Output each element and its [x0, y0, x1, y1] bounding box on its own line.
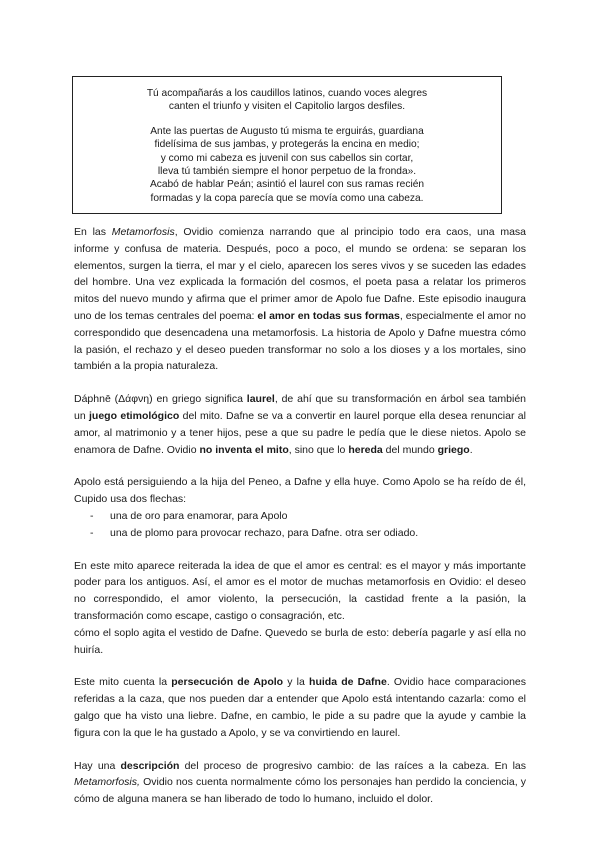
text-run: y la — [283, 676, 310, 689]
text-run: del mito. Dafne se va a convertir en laurel porque ella desea renunciar al amor, al matrimonio y a tener hijos, pese a que su padre le pedía que le diese nietos. Apolo se enamora de Dafne. Ovidio — [74, 409, 526, 456]
quote-line: formadas y la copa parecía que se movía como una cabeza. — [150, 192, 424, 204]
text-run: Dáphnē (Δάφνη) en griego significa — [74, 393, 247, 406]
text-run: Hay una — [74, 759, 121, 772]
text-run: Ovidio nos cuenta normalmente cómo los personajes han perdido la conciencia, y cómo de alguna manera se han liberado de todo lo humano, incluido el dolor. — [74, 776, 526, 806]
text-run: En este mito aparece reiterada la idea de que el amor es central: es el mayor y más importante poder para los antiguos. Así, el amor es el motor de muchas metamorfosis en Ovidio: el deseo no correspondido, el amor violento, la persecución, la castidad frente a la pasión, la transformación como escape, castigo o consagración, etc. — [74, 559, 526, 622]
text-run: , especialmente el amor no correspondido que desencadena una metamorfosis. La historia de Apolo y Dafne muestra cómo la pasión, el rechazo y el deseo pueden transformar no solo a los dioses y a los mortales, sino también a la propia naturaleza. — [74, 309, 526, 373]
text-run: , de ahí que su transformación en árbol sea también un — [74, 393, 526, 422]
text-run: . — [469, 443, 473, 456]
bold-term: no inventa el mito — [199, 443, 289, 456]
list-item — [74, 508, 526, 525]
paragraph-description — [74, 758, 526, 808]
quote-line: Acabó de hablar Peán; asintió el laurel con sus ramas recién — [149, 179, 425, 191]
quote-line: canten el triunfo y visiten el Capitolio largos desfiles. — [168, 101, 406, 113]
paragraph-cupid-arrows — [74, 474, 526, 541]
italic-title: Metamorfosis, — [74, 776, 140, 789]
bold-term: descripción — [120, 759, 180, 772]
arrows-list — [74, 508, 526, 542]
quote-box — [72, 76, 502, 214]
text-run: del mundo — [382, 443, 438, 456]
bold-term: laurel — [246, 393, 275, 406]
quote-line: lleva tú también siempre el honor perpetuo de la fronda». — [157, 166, 417, 178]
bold-term: el amor en todas sus formas — [257, 309, 400, 322]
main-text — [74, 224, 526, 808]
quote-line: Ante las puertas de Augusto tú misma te erguirás, guardiana — [150, 125, 424, 137]
bold-term: hereda — [348, 443, 383, 456]
bold-term: juego etimológico — [89, 409, 180, 422]
text-run: cómo el soplo agita el vestido de Dafne. Quevedo se burla de esto: debería pagarle y así ella no huiría. — [74, 626, 526, 656]
italic-title: Metamorfosis — [111, 226, 175, 238]
bold-term: huida de Dafne — [309, 676, 387, 689]
text-run: Este mito cuenta la — [74, 676, 172, 689]
bold-term: persecución de Apolo — [171, 676, 284, 689]
quote-line: Tú acompañarás a los caudillos latinos, cuando voces alegres — [146, 88, 428, 99]
quote-stanza-1 — [118, 87, 456, 114]
text-run: , sino que lo — [288, 443, 349, 456]
text-run: , Ovidio comienza narrando que al principio todo era caos, una masa informe y confusa de materia. Después, poco a poco, el mundo se ordena: se separan los elementos, surgen la tierra, el mar y el cielo, aparecen los seres vivos y se suceden las edades del hombre. Una vez explicada la formación del cosmos, el poeta pasa a relatar los primeros mitos del nuevo mundo y afirma que el primer amor de Apolo fue Dafne. Este episodio inaugura uno de los temas centrales del poema: — [74, 226, 527, 322]
paragraph-persecution — [74, 674, 526, 741]
list-dash: - — [90, 526, 94, 539]
list-dash: - — [90, 509, 94, 522]
paragraph-metamorfosis-intro — [74, 224, 526, 375]
paragraph-love-central — [74, 558, 526, 659]
text-run: del proceso de progresivo cambio: de las raíces a la cabeza. En las — [179, 759, 526, 772]
arrows-intro: Apolo está persiguiendo a la hija del Peneo, a Dafne y ella huye. Como Apolo se ha reído de él, Cupido usa dos flechas: — [74, 476, 526, 506]
text-run: En las — [74, 226, 112, 238]
bold-term: griego — [437, 443, 470, 456]
quote-line: y como mi cabeza es juvenil con sus cabellos sin cortar, — [160, 152, 414, 164]
list-item-text: una de oro para enamorar, para Apolo — [110, 509, 288, 522]
text-run: . Ovidio hace comparaciones referidas a la caza, que nos pueden dar a entender que Apolo está intentando cazarla: como el galgo que ha visto una liebre. Dafne, en cambio, le pide a su padre que la ayude y cambie la figura con la que le ha gustado a Apolo, y se va convirtiendo en laurel. — [74, 676, 526, 739]
list-item-text: una de plomo para provocar rechazo, para Dafne. otra ser odiado. — [110, 526, 419, 539]
quote-stanza-2 — [118, 125, 456, 205]
quote-line: fidelísima de sus jambas, y protegerás la encina en medio; — [154, 139, 420, 151]
paragraph-daphne-etymology — [74, 391, 526, 458]
list-item — [74, 525, 526, 542]
